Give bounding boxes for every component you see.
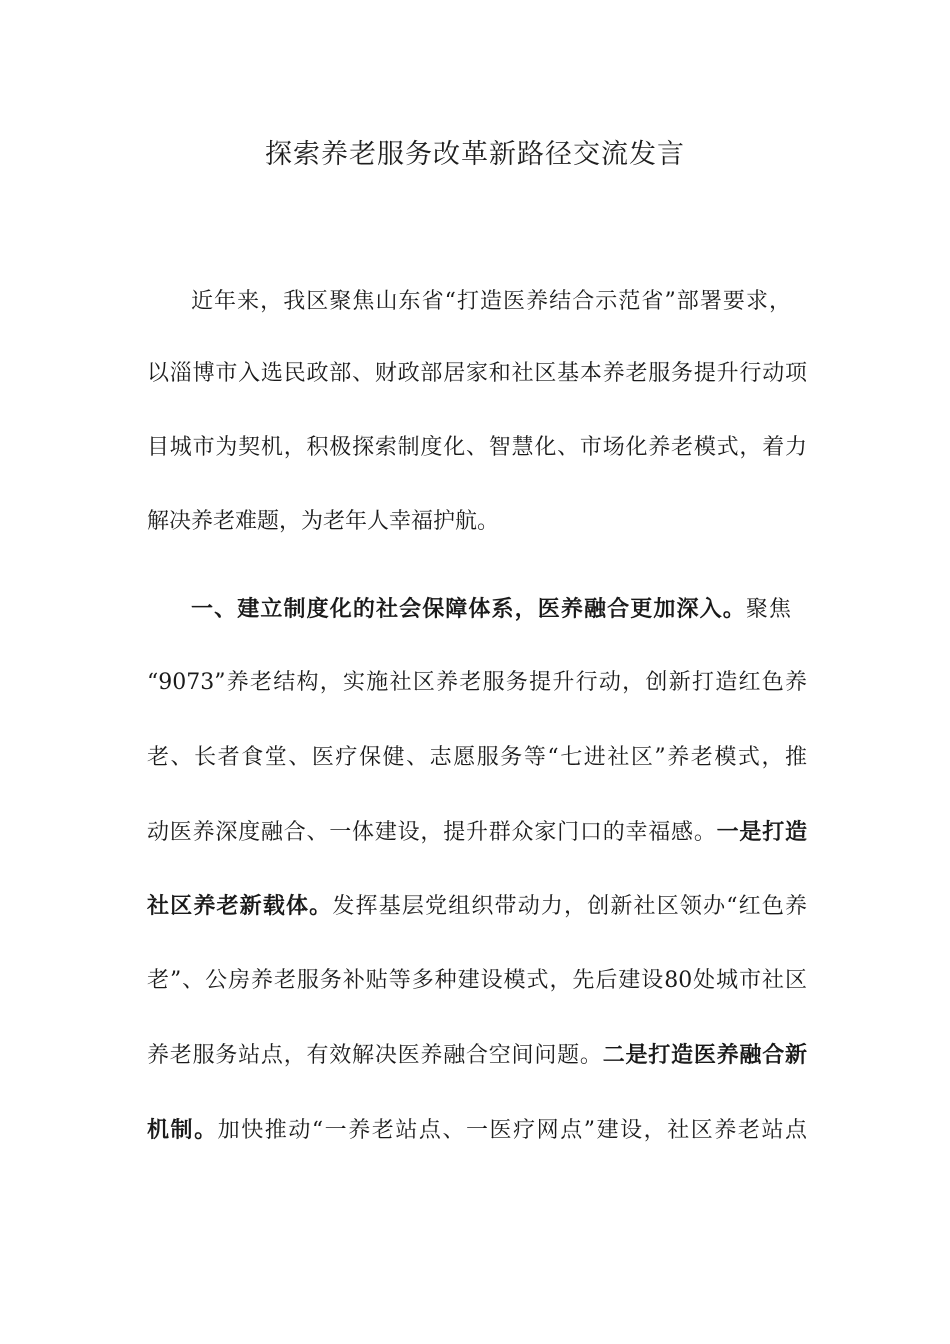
paragraph-line: 以淄博市入选民政部、财政部居家和社区基本养老服务提升行动项 xyxy=(147,361,807,386)
body-text: 动医养深度融合、一体建设，提升群众家门口的幸福感。 xyxy=(147,820,717,845)
body-text: 加快推动“一养老站点、一医疗网点”建设，社区养老站点 xyxy=(217,1118,807,1143)
subheading: 二是打造医养融合新 xyxy=(602,1042,807,1068)
paragraph-line: 老”、公房养老服务补贴等多种建设模式，先后建设80处城市社区 xyxy=(147,968,807,993)
paragraph-line xyxy=(147,891,807,922)
paragraph-line: 老、长者食堂、医疗保健、志愿服务等“七进社区”养老模式，推 xyxy=(147,745,807,770)
page-title: 探索养老服务改革新路径交流发言 xyxy=(265,139,685,170)
paragraph-line xyxy=(147,817,807,848)
body-text: 聚焦 xyxy=(745,597,791,622)
subheading: 机制。 xyxy=(147,1117,218,1143)
subheading: 一是打造 xyxy=(716,819,807,845)
paragraph-line: 目城市为契机，积极探索制度化、智慧化、市场化养老模式，着力 xyxy=(147,435,807,460)
body-text: 养老服务站点，有效解决医养融合空间问题。 xyxy=(147,1043,603,1068)
section-heading: 一、建立制度化的社会保障体系，医养融合更加深入。 xyxy=(191,596,746,622)
paragraph-line: 解决养老难题，为老年人幸福护航。 xyxy=(147,509,500,534)
body-text: 发挥基层党组织带动力，创新社区领办“红色养 xyxy=(332,894,807,919)
paragraph-line xyxy=(147,1040,807,1071)
subheading: 社区养老新载体。 xyxy=(147,893,333,919)
paragraph-line: “9073”养老结构，实施社区养老服务提升行动，创新打造红色养 xyxy=(147,670,807,695)
paragraph-line xyxy=(147,1115,807,1146)
section-heading-line xyxy=(191,594,791,625)
paragraph-line: 近年来，我区聚焦山东省“打造医养结合示范省”部署要求， xyxy=(191,289,791,314)
